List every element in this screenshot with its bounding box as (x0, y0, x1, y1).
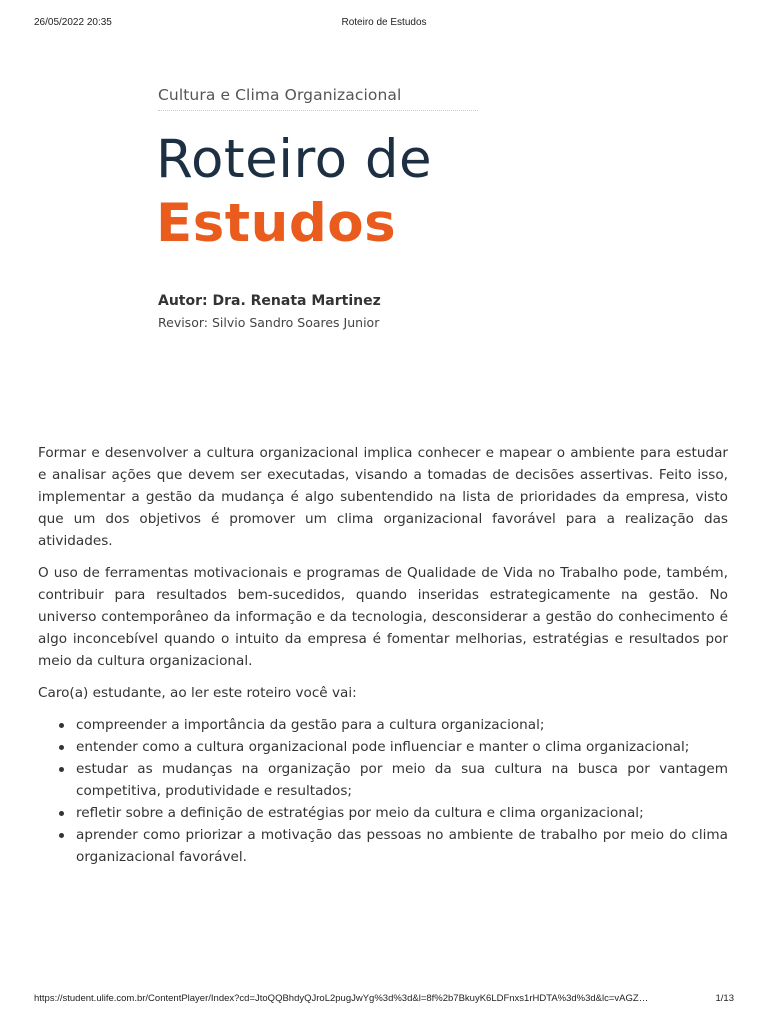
list-item (76, 714, 728, 736)
list-item (76, 802, 728, 824)
list-item-text: refletir sobre a definição de estratégias por meio da cultura e clima organizacional; (76, 805, 644, 821)
list-item (76, 758, 728, 802)
page-number: 1/13 (715, 993, 734, 1004)
paragraph-1: Formar e desenvolver a cultura organizacional implica conhecer e mapear o ambiente para estudar e analisar ações que devem ser executadas, visando a tomadas de decisões assertivas. Feito isso, implementar a gestão da mudança é algo subentendido na lista de prioridades da empresa, visto que um dos objetivos é promover um clima organizacional favorável para a realização das atividades. (38, 445, 728, 549)
print-datetime: 26/05/2022 20:35 (34, 17, 112, 28)
list-item (76, 824, 728, 868)
list-item-text: compreender a importância da gestão para a cultura organizacional; (76, 717, 545, 733)
document-title-line2: Estudos (156, 193, 397, 254)
bullet-icon (59, 811, 64, 816)
paragraph-2: O uso de ferramentas motivacionais e programas de Qualidade de Vida no Trabalho pode, também, contribuir para resultados bem-sucedidos, quando inseridas estrategicamente na gestão. No universo contemporâneo da informação e da tecnologia, desconsiderar a gestão do conhecimento é algo inconcebível quando o intuito da empresa é fomentar melhorias, estratégias e resultados por meio da cultura organizacional. (38, 565, 728, 669)
document-title (156, 128, 432, 256)
print-header (0, 17, 768, 31)
body-content (38, 442, 728, 868)
list-item (76, 736, 728, 758)
bullet-icon (59, 723, 64, 728)
bullet-icon (59, 745, 64, 750)
document-title-line1: Roteiro de (156, 129, 433, 190)
list-item-text: estudar as mudanças na organização por meio da sua cultura na busca por vantagem competitiva, produtividade e resultados; (76, 761, 728, 799)
bullet-icon (59, 767, 64, 772)
paragraph-3: Caro(a) estudante, ao ler este roteiro você vai: (38, 685, 357, 701)
bullet-icon (59, 833, 64, 838)
reviewer: Revisor: Silvio Sandro Soares Junior (158, 315, 380, 330)
course-name: Cultura e Clima Organizacional (158, 86, 478, 111)
print-title: Roteiro de Estudos (341, 17, 427, 28)
list-item-text: aprender como priorizar a motivação das pessoas no ambiente de trabalho por meio do clima organizacional favorável. (76, 827, 728, 865)
print-footer (0, 993, 768, 1007)
page-url: https://student.ulife.com.br/ContentPlayer/Index?cd=JtoQQBhdyQJroL2pugJwYg%3d%3d&l=8f%2b7BkuyK6LDFnxs1rHDTA%3d%3d&lc=vAGZ… (34, 993, 649, 1004)
author: Autor: Dra. Renata Martinez (158, 293, 381, 309)
objectives-list (38, 714, 728, 868)
list-item-text: entender como a cultura organizacional pode influenciar e manter o clima organizacional; (76, 739, 690, 755)
